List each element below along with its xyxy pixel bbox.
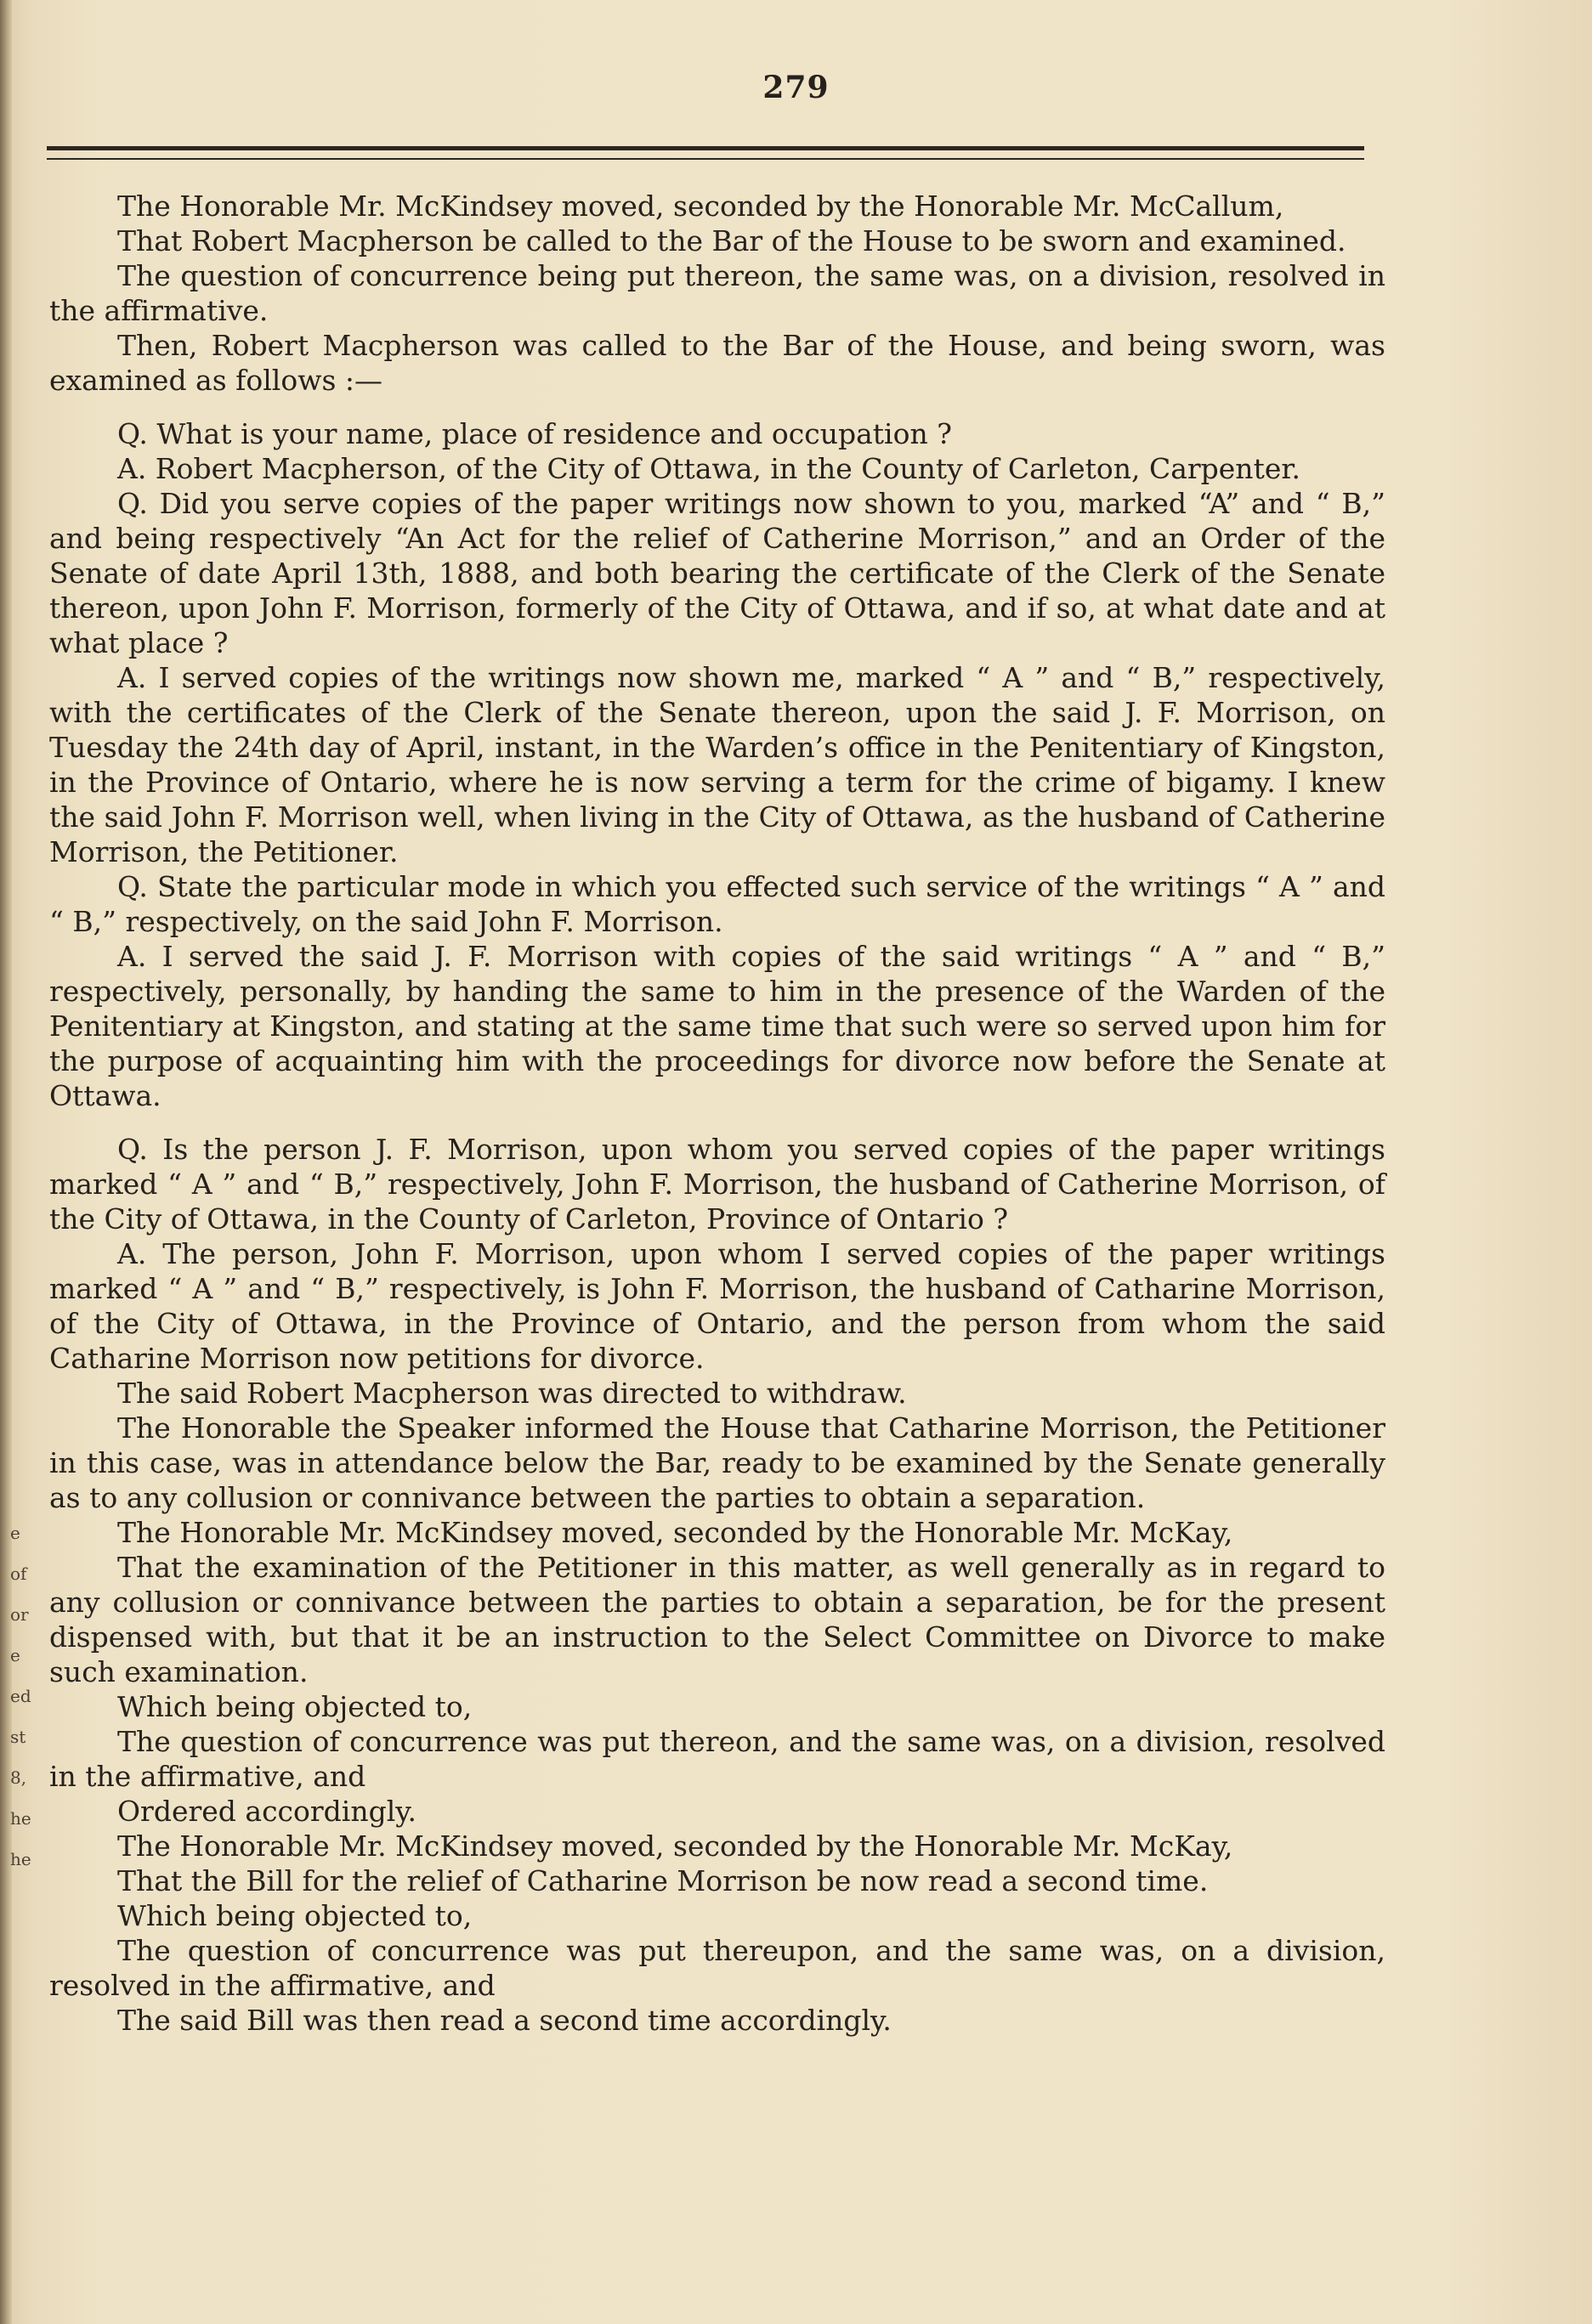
margin-fragment: he bbox=[10, 1808, 31, 1829]
paragraph-second-reading: That the Bill for the relief of Catharine Morrison be now read a second time. bbox=[117, 1864, 1209, 1897]
question-1: Q. What is your name, place of residence and occupation ? bbox=[117, 417, 952, 450]
question-3: Q. State the particular mode in which you effected such service of the writings “ A ” and “ B,” respectively, on the said John F. Morrison. bbox=[49, 870, 1385, 938]
margin-fragment: of bbox=[10, 1563, 27, 1584]
paragraph-motion-3: The Honorable Mr. McKindsey moved, seconded by the Honorable Mr. McKay, bbox=[117, 1829, 1233, 1863]
paragraph-ordered: Ordered accordingly. bbox=[117, 1795, 417, 1828]
question-4: Q. Is the person J. F. Morrison, upon whom you served copies of the paper writings marked “ A ” and “ B,” respectively, John F. Morrison, the husband of Catherine Morrison, of the City of Ottawa, in the County of Carleton, Province of Ontario ? bbox=[49, 1133, 1385, 1236]
paragraph-read-second-time: The said Bill was then read a second time accordingly. bbox=[117, 2004, 892, 2037]
margin-fragment: e bbox=[10, 1523, 20, 1543]
margin-fragment: st bbox=[10, 1727, 26, 1747]
book-spine-shadow bbox=[0, 0, 12, 2324]
question-2: Q. Did you serve copies of the paper writings now shown to you, marked “A” and “ B,” and being respectively “An Act for the relief of Catherine Morrison,” and an Order of the Senate of date April 13th, 1888, and both bearing the certificate of the Clerk of the Senate thereon, upon John F. Morrison, formerly of the City of Ottawa, and if so, at what date and at what place ? bbox=[49, 487, 1385, 659]
paragraph-concurrence-2: The question of concurrence was put thereon, and the same was, on a division, resolved in the affirmative, and bbox=[49, 1725, 1385, 1793]
paragraph-concurrence: The question of concurrence being put thereon, the same was, on a division, resolved in the affirmative. bbox=[49, 259, 1385, 327]
margin-fragment: e bbox=[10, 1645, 20, 1665]
answer-4: A. The person, John F. Morrison, upon whom I served copies of the paper writings marked “ A ” and “ B,” respectively, is John F. Morrison, the husband of Catharine Morrison, of the City of Ottawa, in the Province of Ontario, and the person from whom the said Catharine Morrison now petitions for divorce. bbox=[49, 1237, 1385, 1375]
paragraph-objected-2: Which being objected to, bbox=[117, 1899, 473, 1932]
paragraph-sworn: Then, Robert Macpherson was called to the Bar of the House, and being sworn, was examined as follows :— bbox=[49, 329, 1385, 397]
paragraph-motion-2: The Honorable Mr. McKindsey moved, seconded by the Honorable Mr. McKay, bbox=[117, 1516, 1233, 1549]
journal-text bbox=[49, 189, 1385, 2038]
answer-2: A. I served copies of the writings now shown me, marked “ A ” and “ B,” respectively, with the certificates of the Clerk of the Senate thereon, upon the said J. F. Morrison, on Tuesday the 24th day of April, instant, in the Warden’s office in the Penitentiary of Kingston, in the Province of Ontario, where he is now serving a term for the crime of bigamy. I knew the said John F. Morrison well, when living in the City of Ottawa, as the husband of Catherine Morrison, the Petitioner. bbox=[49, 661, 1385, 868]
paragraph-examination: That the examination of the Petitioner in this matter, as well generally as in regard to any collusion or connivance between the parties to obtain a separation, be for the present dispensed with, but that it be an instruction to the Select Committee on Divorce to make such examination. bbox=[49, 1551, 1385, 1688]
header-rule-thin bbox=[47, 158, 1364, 160]
page-number: 279 bbox=[762, 70, 830, 105]
margin-fragment: ed bbox=[10, 1686, 31, 1706]
paragraph-objected-1: Which being objected to, bbox=[117, 1690, 473, 1723]
paragraph-speaker: The Honorable the Speaker informed the House that Catharine Morrison, the Petitioner in this case, was in attendance below the Bar, ready to be examined by the Senate generally as to any collusion or connivance between the parties to obtain a separation. bbox=[49, 1411, 1385, 1514]
header-rule-thick bbox=[47, 146, 1364, 150]
paragraph-motion-text: That Robert Macpherson be called to the Bar of the House to be sworn and examined. bbox=[117, 224, 1346, 257]
paragraph-concurrence-3: The question of concurrence was put thereupon, and the same was, on a division, resolved in the affirmative, and bbox=[49, 1934, 1385, 2002]
margin-fragment: 8, bbox=[10, 1767, 27, 1788]
paragraph-withdraw: The said Robert Macpherson was directed to withdraw. bbox=[117, 1377, 907, 1410]
answer-3: A. I served the said J. F. Morrison with copies of the said writings “ A ” and “ B,” respectively, personally, by handing the same to him in the presence of the Warden of the Penitentiary at Kingston, and stating at the same time that such were so served upon him for the purpose of acquainting him with the proceedings for divorce now before the Senate at Ottawa. bbox=[49, 940, 1385, 1112]
paragraph-motion: The Honorable Mr. McKindsey moved, seconded by the Honorable Mr. McCallum, bbox=[117, 189, 1284, 223]
answer-1: A. Robert Macpherson, of the City of Ottawa, in the County of Carleton, Carpenter. bbox=[117, 452, 1300, 485]
margin-fragment: or bbox=[10, 1604, 29, 1625]
margin-fragments bbox=[10, 1513, 31, 1880]
margin-fragment: he bbox=[10, 1849, 31, 1869]
